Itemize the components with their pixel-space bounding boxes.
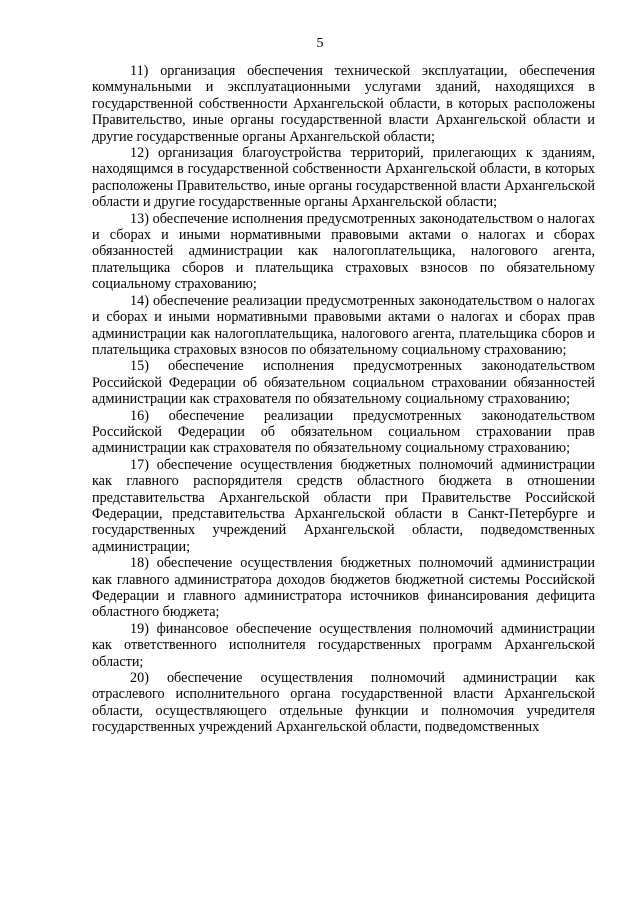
paragraph-19: 19) финансовое обеспечение осуществления полномочий администрации как ответственного исполнителя государственных программ Архангельской области;	[92, 620, 595, 670]
paragraph-13: 13) обеспечение исполнения предусмотренных законодательством о налогах и сборах и иными нормативными правовыми актами о налогах и сборах обязанностей администрации как налогоплательщика, налогового агента, плательщика сборов и плательщика страховых взносов по обязательному социальному страхованию;	[92, 210, 595, 293]
page-number: 5	[316, 36, 324, 51]
paragraph-18: 18) обеспечение осуществления бюджетных полномочий администрации как главного администратора доходов бюджетов бюджетной системы Российской Федерации и главного администратора источников финансирования дефицита областного бюджета;	[92, 555, 595, 621]
paragraph-17: 17) обеспечение осуществления бюджетных полномочий администрации как главного распорядителя средств областного бюджета в отношении представительства Архангельской области при Правительстве Российской Федерации, представительства Архангельской области в Санкт-Петербурге и государственных учреждений Архангельской области, подведомственных администрации;	[92, 456, 595, 555]
paragraph-20: 20) обеспечение осуществления полномочий администрации как отраслевого исполнительного органа государственной власти Архангельской области, осуществляющего отдельные функции и полномочия учредителя государственных учреждений Архангельской области, подведомственных	[92, 670, 595, 736]
paragraph-16: 16) обеспечение реализации предусмотренных законодательством Российской Федерации об обязательном социальном страховании прав администрации как страхователя по обязательному социальному страхованию;	[92, 407, 595, 457]
paragraph-14: 14) обеспечение реализации предусмотренных законодательством о налогах и сборах и иными нормативными правовыми актами о налогах и сборах прав администрации как налогоплательщика, налогового агента, плательщика сборов и плательщика страховых взносов по обязательному социальному страхованию;	[92, 292, 595, 358]
document-body	[92, 63, 595, 736]
paragraph-15: 15) обеспечение исполнения предусмотренных законодательством Российской Федерации об обязательном социальном страховании обязанностей администрации как страхователя по обязательному социальному страхованию;	[92, 358, 595, 408]
paragraph-11: 11) организация обеспечения технической эксплуатации, обеспечения коммунальными и эксплуатационными услугами зданий, находящихся в государственной собственности Архангельской области, в которых расположены Правительство, иные органы государственной власти Архангельской области и другие государственные органы Архангельской области;	[92, 63, 595, 145]
paragraph-12: 12) организация благоустройства территорий, прилегающих к зданиям, находящимся в государственной собственности Архангельской области, в которых расположены Правительство, иные органы государственной власти Архангельской области и другие государственные органы Архангельской области;	[92, 145, 595, 211]
